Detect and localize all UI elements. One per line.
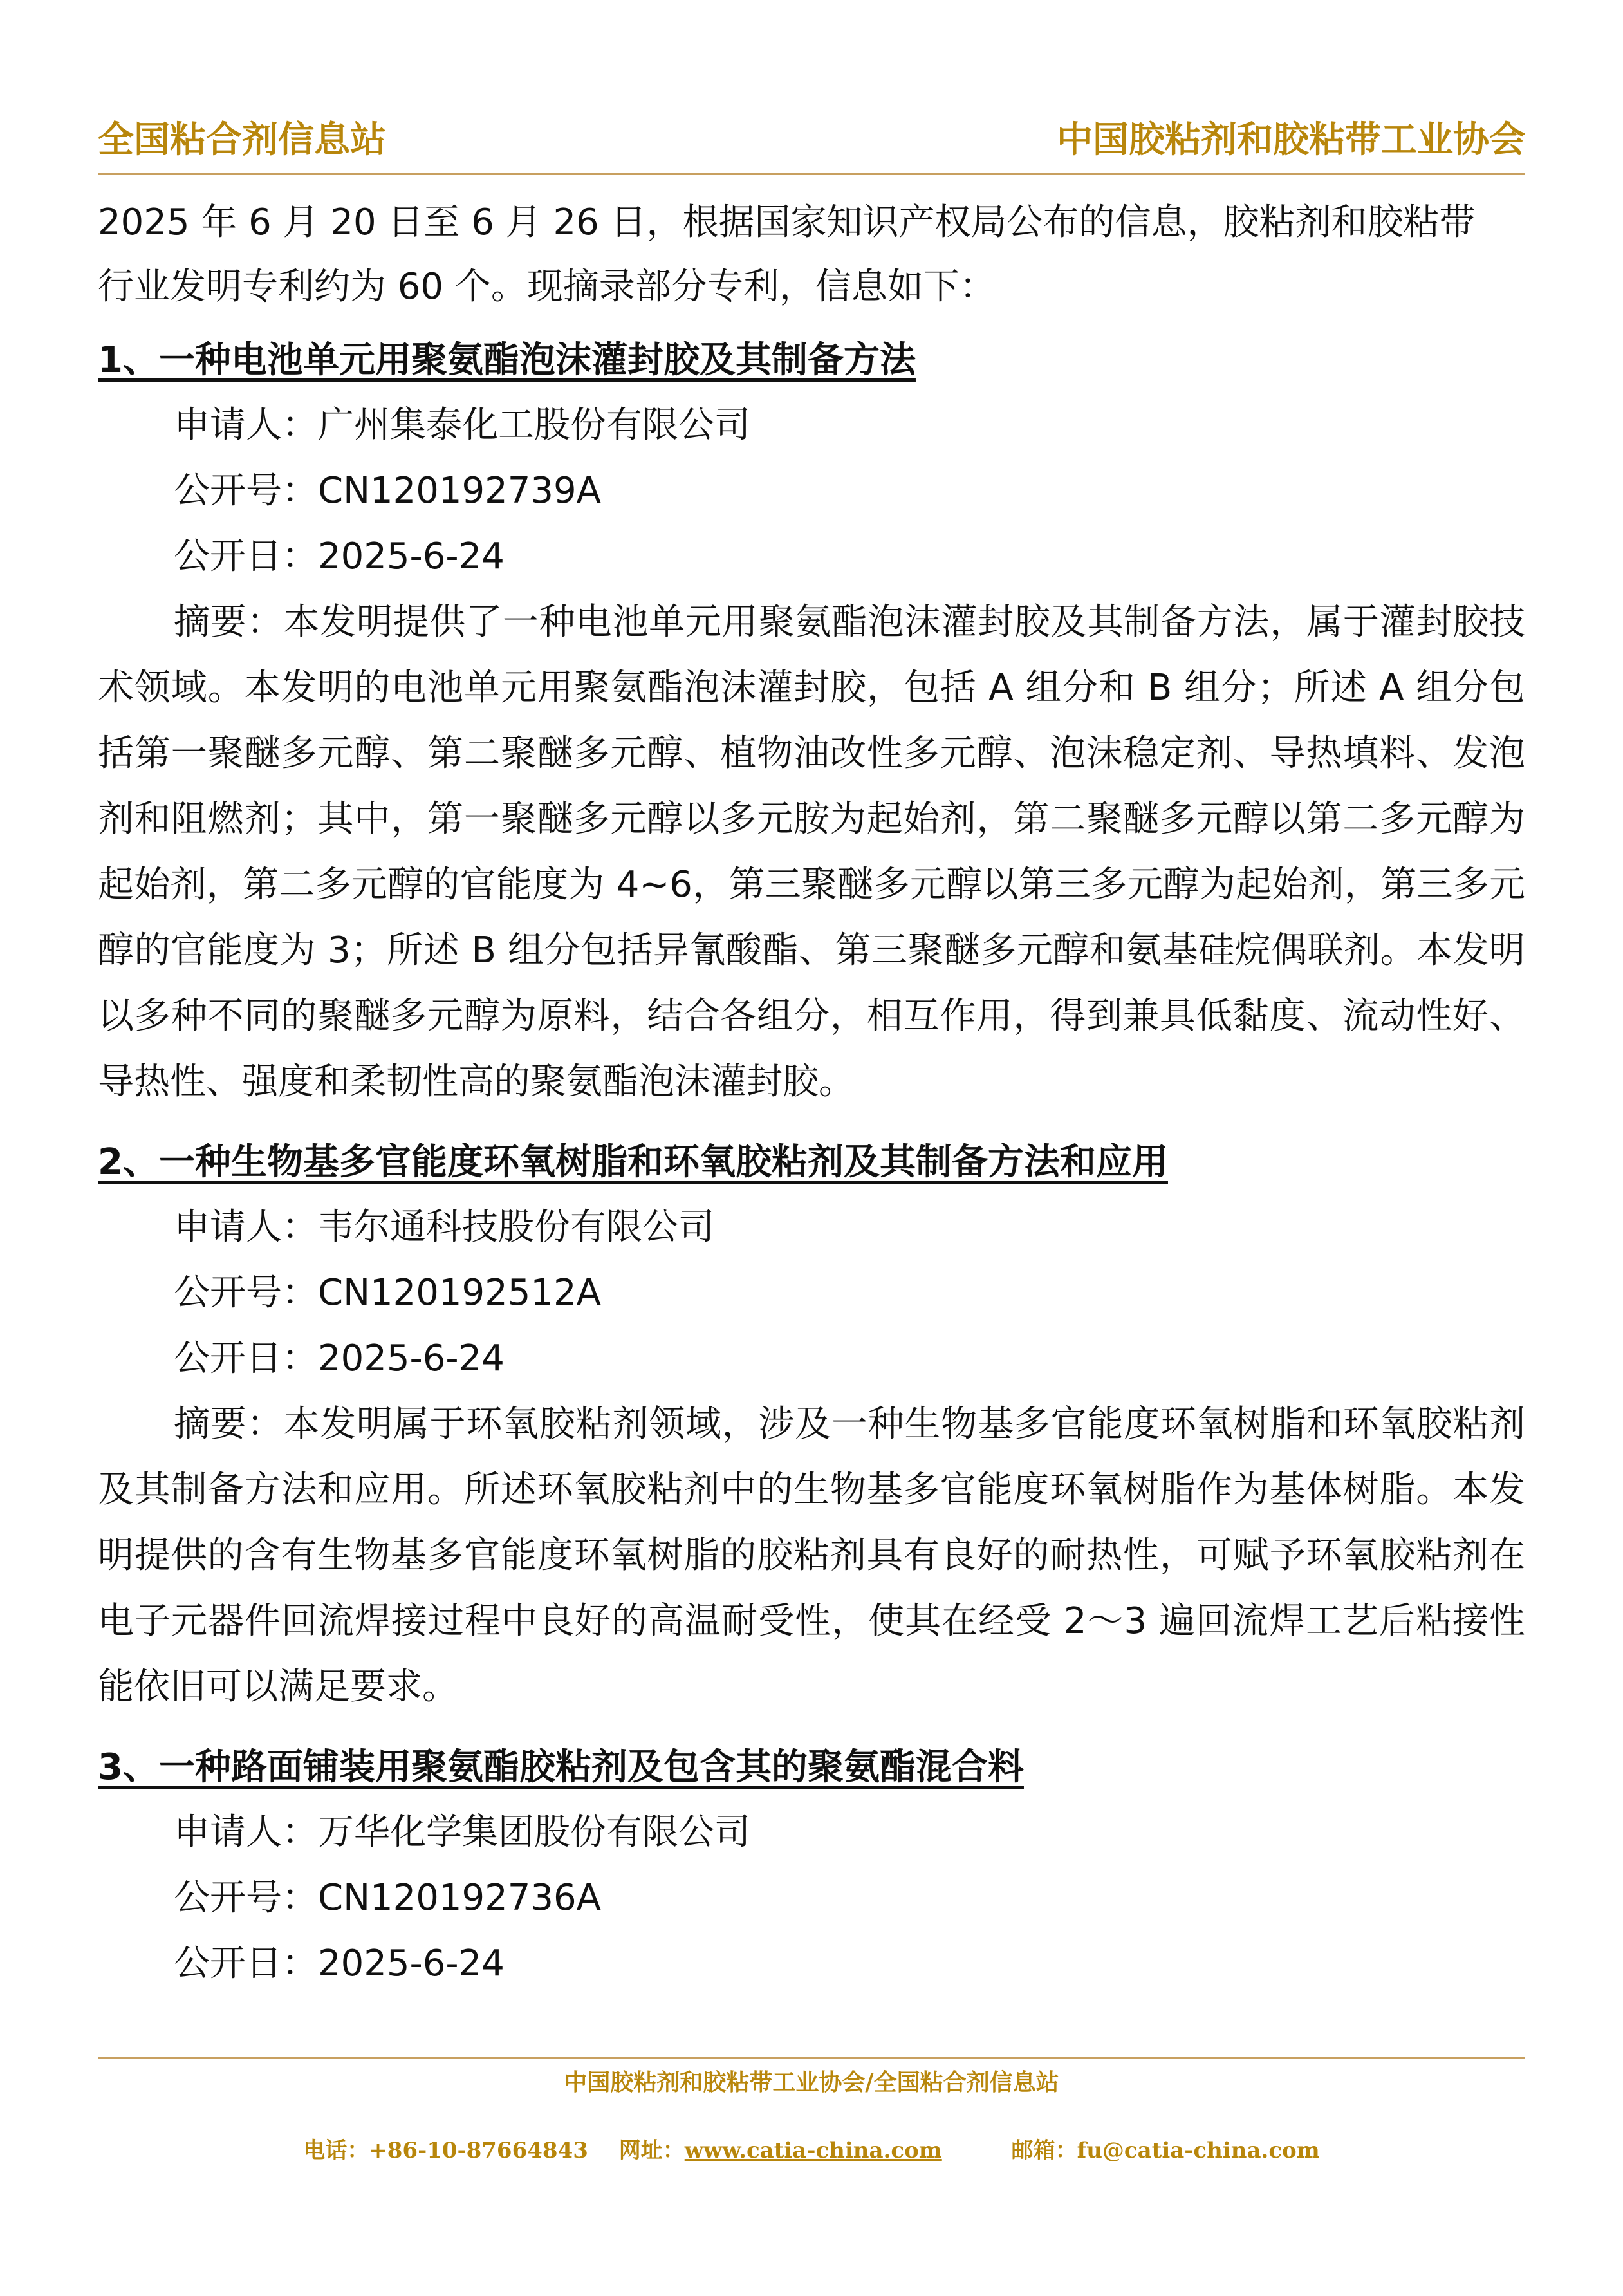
patent-publication-number: 公开号：CN120192736A — [174, 1877, 601, 1919]
patent-abstract: 摘要：本发明属于环氧胶粘剂领域，涉及一种生物基多官能度环氧树脂和环氧胶粘剂及其制备方法和应用。所述环氧胶粘剂中的生物基多官能度环氧树脂作为基体树脂。本发明提供的含有生物基多官能度环氧树脂的胶粘剂具有良好的耐热性，可赋予环氧胶粘剂在电子元器件回流焊接过程中良好的高温耐受性，使其在经受 2～3 遍回流焊工艺后粘接性能依旧可以满足要求。 — [98, 1403, 1525, 1708]
intro-paragraph — [98, 191, 1525, 319]
patent-2 — [98, 1130, 1525, 1720]
document-body — [98, 191, 1525, 2002]
patent-title: 2、一种生物基多官能度环氧树脂和环氧胶粘剂及其制备方法和应用 — [98, 1141, 1168, 1183]
patent-publication-number: 公开号：CN120192512A — [174, 1272, 601, 1314]
footer-website-label: 网址： — [618, 2138, 685, 2163]
intro-line-1: 2025 年 6 月 20 日至 6 月 26 日，根据国家知识产权局公布的信息，胶粘剂和胶粘带 — [98, 201, 1476, 243]
patent-publication-date: 公开日：2025-6-24 — [174, 1943, 505, 1984]
patent-publication-date: 公开日：2025-6-24 — [174, 1338, 505, 1379]
footer-website-link[interactable]: www.catia-china.com — [684, 2138, 942, 2163]
patent-3 — [98, 1735, 1525, 1997]
patent-applicant: 申请人：万华化学集团股份有限公司 — [174, 1811, 750, 1853]
patent-title: 1、一种电池单元用聚氨酯泡沫灌封胶及其制备方法 — [98, 339, 916, 381]
patent-abstract: 摘要：本发明提供了一种电池单元用聚氨酯泡沫灌封胶及其制备方法，属于灌封胶技术领域。本发明的电池单元用聚氨酯泡沫灌封胶，包括 A 组分和 B 组分；所述 A 组分包括第一聚醚多元醇、第二聚醚多元醇、植物油改性多元醇、泡沫稳定剂、导热填料、发泡剂和阻燃剂；其中，第一聚醚多元醇以多元胺为起始剂，第二聚醚多元醇以第二多元醇为起始剂，第二多元醇的官能度为 4~6，第三聚醚多元醇以第三多元醇为起始剂，第三多元醇的官能度为 3；所述 B 组分包括异氰酸酯、第三聚醚多元醇和氨基硅烷偶联剂。本发明以多种不同的聚醚多元醇为原料，结合各组分，相互作用，得到兼具低黏度、流动性好、导热性、强度和柔韧性高的聚氨酯泡沫灌封胶。 — [98, 601, 1525, 1103]
patent-applicant: 申请人：广州集泰化工股份有限公司 — [174, 404, 750, 446]
patent-publication-date: 公开日：2025-6-24 — [174, 536, 505, 577]
footer-website-group — [619, 2138, 981, 2163]
footer-email: 邮箱：fu@catia-china.com — [1011, 2138, 1320, 2163]
patent-title: 3、一种路面铺装用聚氨酯胶粘剂及包含其的聚氨酯混合料 — [98, 1746, 1024, 1788]
header-right-title: 中国胶粘剂和胶粘带工业协会 — [1057, 119, 1525, 161]
patent-publication-number: 公开号：CN120192739A — [174, 470, 601, 512]
footer-phone: 电话：+86-10-87664843 — [303, 2138, 588, 2163]
patent-1 — [98, 328, 1525, 1115]
header-left-title: 全国粘合剂信息站 — [98, 119, 386, 161]
footer-contact — [0, 2131, 1623, 2170]
footer-organization: 中国胶粘剂和胶粘带工业协会/全国粘合剂信息站 — [564, 2069, 1059, 2096]
footer-divider — [98, 2057, 1525, 2059]
patent-applicant: 申请人：韦尔通科技股份有限公司 — [174, 1206, 714, 1248]
page-footer — [0, 2063, 1623, 2170]
page-header — [98, 115, 1525, 175]
intro-line-2: 行业发明专利约为 60 个。现摘录部分专利，信息如下： — [98, 266, 996, 308]
